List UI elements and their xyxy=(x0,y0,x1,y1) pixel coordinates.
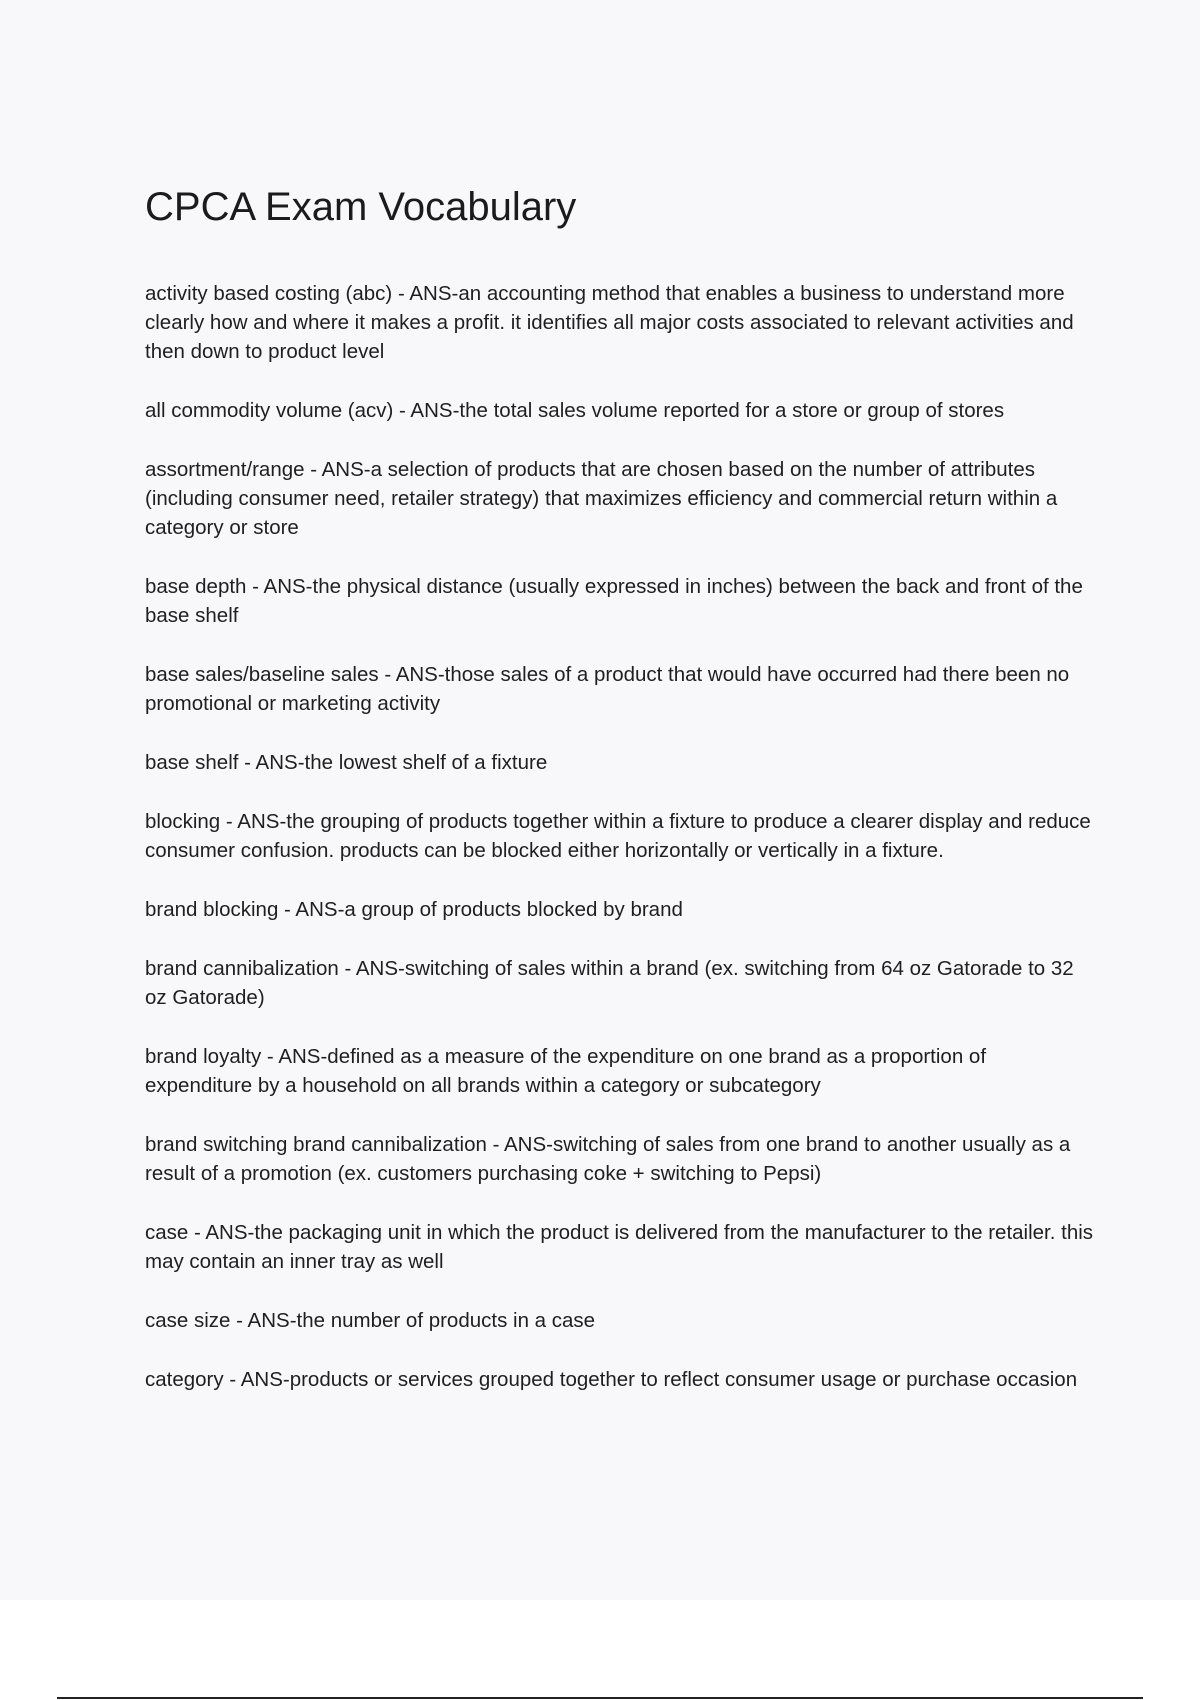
vocabulary-entry: activity based costing (abc) - ANS-an accounting method that enables a business to understand more clearly how and where it makes a profit. it identifies all major costs associated to relevant activities and then down to product level xyxy=(145,282,1074,363)
vocabulary-list xyxy=(145,279,1095,1424)
vocabulary-entry: case size - ANS-the number of products in a case xyxy=(145,1309,596,1332)
vocabulary-entry: blocking - ANS-the grouping of products together within a fixture to produce a clearer display and reduce consumer confusion. products can be blocked either horizontally or vertically in a fixture. xyxy=(145,810,1091,862)
vocabulary-entry: base shelf - ANS-the lowest shelf of a fixture xyxy=(145,751,548,774)
vocabulary-entry: case - ANS-the packaging unit in which the product is delivered from the manufacturer to the retailer. this may contain an inner tray as well xyxy=(145,1221,1094,1273)
vocabulary-entry: category - ANS-products or services grouped together to reflect consumer usage or purchase occasion xyxy=(145,1368,1078,1391)
vocabulary-entry: base sales/baseline sales - ANS-those sales of a product that would have occurred had there been no promotional or marketing activity xyxy=(145,663,1070,715)
vocabulary-entry: assortment/range - ANS-a selection of products that are chosen based on the number of attributes (including consumer need, retailer strategy) that maximizes efficiency and commercial return within a category or store xyxy=(145,458,1058,539)
vocabulary-entry: all commodity volume (acv) - ANS-the total sales volume reported for a store or group of stores xyxy=(145,399,1005,422)
vocabulary-entry: brand blocking - ANS-a group of products blocked by brand xyxy=(145,898,683,921)
vocabulary-entry: base depth - ANS-the physical distance (usually expressed in inches) between the back and front of the base shelf xyxy=(145,575,1083,627)
vocabulary-entry: brand cannibalization - ANS-switching of sales within a brand (ex. switching from 64 oz Gatorade to 32 oz Gatorade) xyxy=(145,957,1074,1009)
footer-divider xyxy=(57,1697,1143,1699)
document-title: CPCA Exam Vocabulary xyxy=(145,185,577,229)
vocabulary-entry: brand switching brand cannibalization - ANS-switching of sales from one brand to another usually as a result of a promotion (ex. customers purchasing coke + switching to Pepsi) xyxy=(145,1133,1071,1185)
vocabulary-entry: brand loyalty - ANS-defined as a measure of the expenditure on one brand as a proportion of expenditure by a household on all brands within a category or subcategory xyxy=(145,1045,987,1097)
